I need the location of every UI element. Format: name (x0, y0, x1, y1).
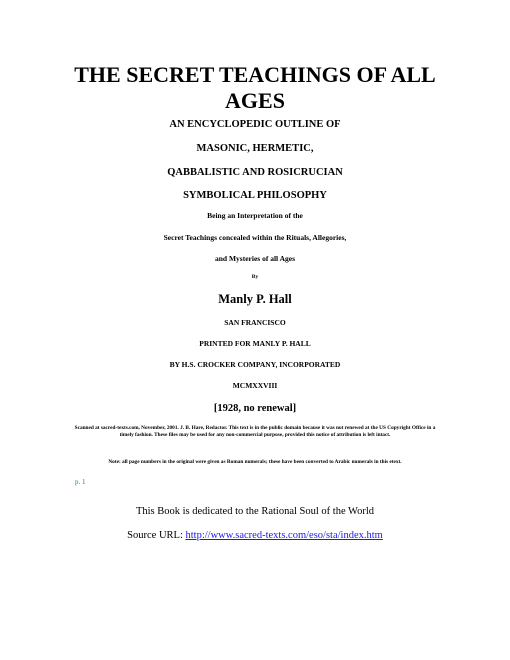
interpretation-line-2: Secret Teachings concealed within the Rituals, Allegories, (163, 233, 347, 242)
year-roman: MCMXXVIII (232, 381, 278, 390)
subtitle-line-1: AN ENCYCLOPEDIC OUTLINE OF (169, 119, 341, 130)
interpretation-line-1: Being an Interpretation of the (207, 211, 303, 220)
source-label: Source URL: (127, 529, 183, 541)
year-note: [1928, no renewal] (213, 403, 297, 414)
scan-notice: Scanned at sacred-texts.com, November, 2001. J. B. Hare, Redactor. This text is in the public domain because it was not renewed at the US Copyright Office in a timely fashion. These files may be used for any non-commercial purpose, provided this notice of attribution is left intact. (74, 425, 436, 438)
page-numbers-note: Note: all page numbers in the original were given as Roman numerals; these have been converted to Arabic numerals in this etext. (108, 459, 402, 465)
subtitle-line-2: MASONIC, HERMETIC, (196, 143, 314, 154)
interpretation-line-3: and Mysteries of all Ages (215, 254, 295, 263)
source-url-link[interactable]: http://www.sacred-texts.com/eso/sta/index.htm (185, 529, 383, 541)
printer-name: BY H.S. CROCKER COMPANY, INCORPORATED (169, 360, 341, 369)
subtitle-line-4: SYMBOLICAL PHILOSOPHY (183, 190, 327, 201)
book-title: THE SECRET TEACHINGS OF ALL AGES (74, 62, 436, 113)
author-name: Manly P. Hall (218, 292, 292, 306)
by-label: By (251, 274, 259, 280)
page-marker[interactable]: p. 1 (75, 478, 86, 486)
source-line (0, 529, 510, 542)
publisher-city: SAN FRANCISCO (224, 318, 286, 327)
dedication: This Book is dedicated to the Rational Soul of the World (135, 505, 375, 517)
printed-for: PRINTED FOR MANLY P. HALL (199, 339, 311, 348)
subtitle-line-3: QABBALISTIC AND ROSICRUCIAN (167, 167, 343, 178)
